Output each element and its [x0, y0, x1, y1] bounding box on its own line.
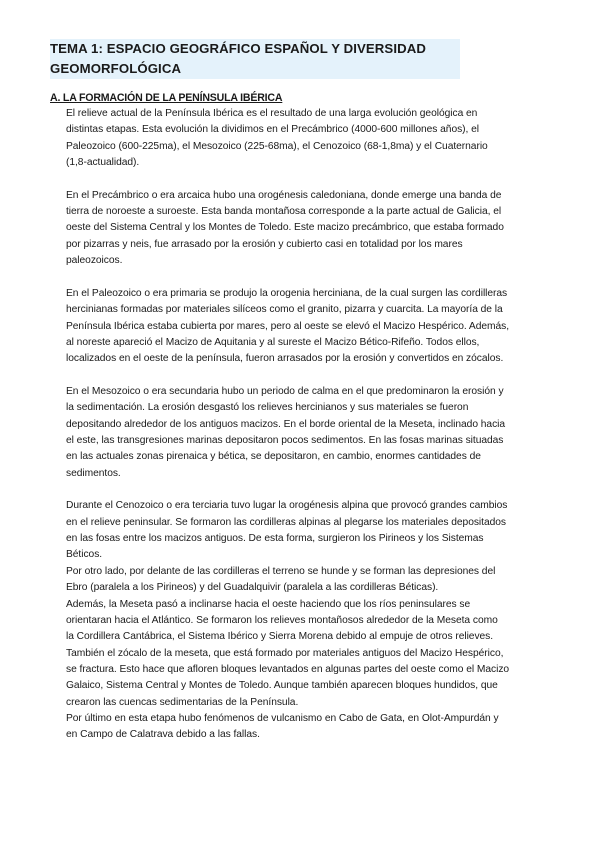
text-line: Durante el Cenozoico o era terciaria tuvo lugar la orogénesis alpina que provocó grandes cambios	[66, 500, 508, 512]
text-line: paleozoicos.	[66, 255, 123, 267]
text-line: al noreste apareció el Macizo de Aquitania y al sureste el Macizo Bético-Rifeño. Todos ellos,	[66, 336, 480, 348]
text-line: También el zócalo de la meseta, que está formado por materiales antiguos del Macizo Hespérico,	[66, 647, 504, 659]
text-line: localizados en el oeste de la península, fueron arrasados por la erosión y convertidos en zócalos.	[66, 353, 504, 365]
text-line: Por último en esta etapa hubo fenómenos de vulcanismo en Cabo de Gata, en Olot-Ampurdán y	[66, 712, 499, 724]
title-line-1: TEMA 1: ESPACIO GEOGRÁFICO ESPAÑOL Y DIVERSIDAD	[50, 41, 426, 56]
text-line: en las fosas entre los macizos antiguos. De esta forma, surgieron los Pirineos y los Sistemas	[66, 533, 484, 545]
text-line: por pizarras y neis, fue arrasado por la erosión y cubierto casi en totalidad por los mares	[66, 238, 463, 250]
text-line: Béticos.	[66, 549, 103, 561]
text-line: Ebro (paralela a los Pirineos) y del Guadalquivir (paralela a las cordilleras Béticas).	[66, 582, 439, 594]
text-line: Paleozoico (600-225ma), el Mesozoico (225-68ma), el Cenozoico (68-1,8ma) y el Cuaternario	[66, 140, 488, 152]
text-line: se fractura. Esto hace que afloren bloques levantados en algunas partes del oeste como el Macizo	[66, 663, 510, 675]
text-line: orientaran hacia el Atlántico. Se formaron los relieves montañosos alrededor de la Meseta como	[66, 614, 498, 626]
text-line: en el relieve peninsular. Se formaron las cordilleras alpinas al plegarse los materiales depositados	[66, 516, 506, 528]
text-line: Península Ibérica estaba cubierta por mares, pero al oeste se elevó el Macizo Hespérico. Además,	[66, 320, 510, 332]
text-line: en las actuales zonas pirenaica y bética, se depositaron, en cambio, enormes cantidades de	[66, 451, 481, 463]
title-line-2: GEOMORFOLÓGICA	[50, 61, 182, 76]
page-title	[50, 39, 460, 79]
text-line: Galaico, Sistema Central y Montes de Toledo. Aunque también aparecen bloques hundidos, que	[66, 680, 498, 692]
text-line: distintas etapas. Esta evolución la dividimos en el Precámbrico (4000-600 millones años), el	[66, 124, 480, 136]
text-line: depositando alrededor de los antiguos macizos. En el borde oriental de la Meseta, inclinado hacia	[66, 418, 506, 430]
document-body	[66, 106, 552, 744]
section-heading: A. LA FORMACIÓN DE LA PENÍNSULA IBÉRICA	[50, 92, 283, 104]
text-line: hercinianas formadas por materiales silíceos como el granito, pizarra y cuarcita. La mayoría de la	[66, 304, 503, 316]
text-line: El relieve actual de la Península Ibérica es el resultado de una larga evolución geológica en	[66, 108, 478, 119]
text-line: en Campo de Calatrava debido a las fallas.	[66, 729, 260, 741]
text-line: En el Paleozoico o era primaria se produjo la orogenia herciniana, de la cual surgen las cordilleras	[66, 287, 508, 299]
text-line: tierra de noroeste a suroeste. Esta banda montañosa corresponde a la parte actual de Galicia, el	[66, 206, 502, 218]
text-line: Además, la Meseta pasó a inclinarse hacia el oeste haciendo que los ríos peninsulares se	[66, 598, 471, 610]
text-line: Por otro lado, por delante de las cordilleras el terreno se hunde y se forman las depresiones del	[66, 565, 496, 577]
text-line: crearon las cuencas sedimentarias de la Península.	[66, 696, 299, 708]
text-line: (1,8-actualidad).	[66, 157, 140, 169]
paragraph	[66, 106, 552, 171]
paragraph	[66, 188, 552, 270]
text-line: En el Mesozoico o era secundaria hubo un periodo de calma en el que predominaron la erosión y	[66, 385, 504, 397]
paragraph	[66, 286, 552, 368]
paragraph	[66, 384, 552, 482]
text-line: En el Precámbrico o era arcaica hubo una orogénesis caledoniana, donde emerge una banda de	[66, 189, 502, 201]
paragraph	[66, 498, 552, 743]
text-line: el este, las transgresiones marinas depositaron pocos sedimentos. En las fosas marinas situadas	[66, 435, 504, 447]
text-line: la Cordillera Cantábrica, el Sistema Ibérico y Sierra Morena debido al empuje de otros relieves.	[66, 631, 494, 643]
text-line: oeste del Sistema Central y los Montes de Toledo. Este macizo precámbrico, que estaba formado	[66, 222, 504, 234]
text-line: sedimentos.	[66, 467, 121, 479]
text-line: la sedimentación. La erosión desgastó los relieves hercinianos y sus materiales se fueron	[66, 402, 469, 414]
